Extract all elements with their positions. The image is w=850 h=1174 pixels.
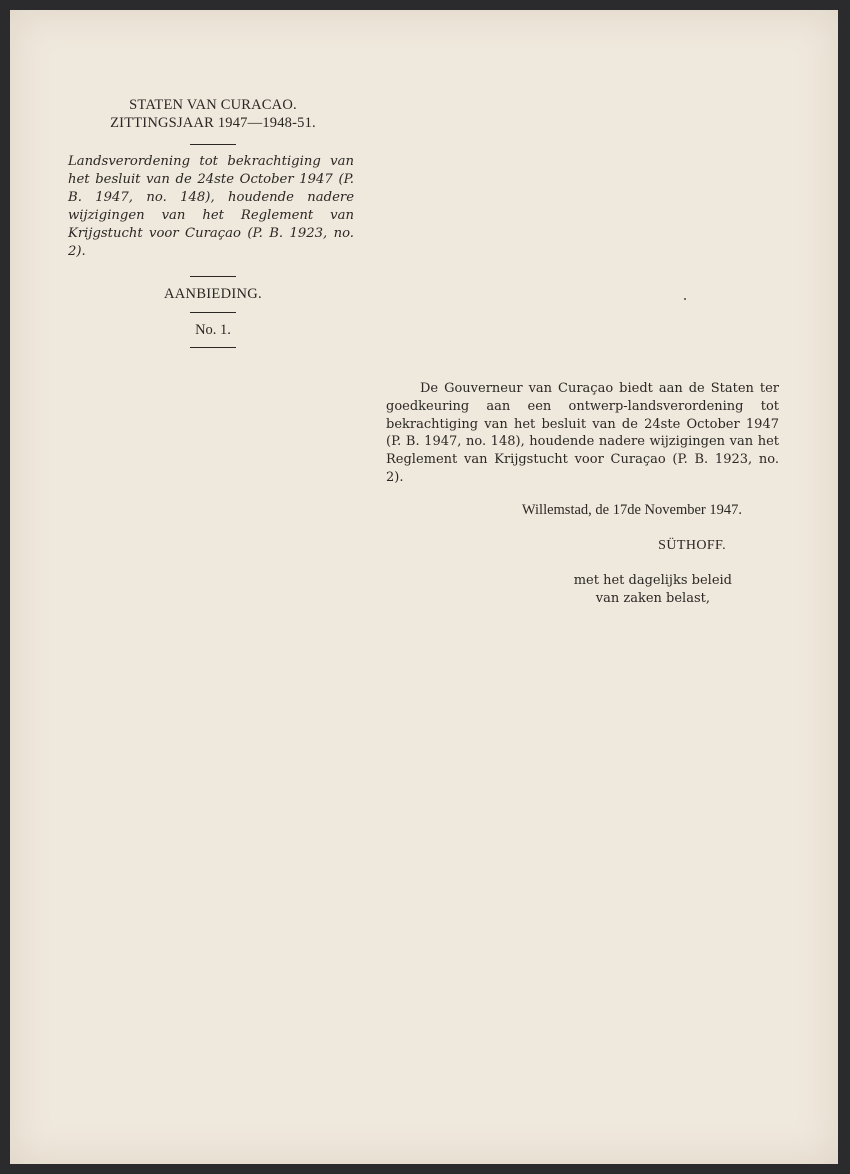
divider — [190, 347, 236, 348]
signatory: SÜTHOFF. — [658, 538, 726, 553]
section-title: AANBIEDING. — [164, 286, 262, 302]
document-page — [10, 10, 838, 1164]
signatory-role — [574, 572, 732, 608]
divider — [190, 276, 236, 277]
document-number: No. 1. — [195, 322, 231, 338]
role-line-2: van zaken belast, — [595, 591, 710, 606]
place-date: Willemstad, de 17de November 1947. — [521, 502, 742, 518]
document-header — [68, 96, 358, 145]
divider — [190, 144, 236, 145]
header-session: ZITTINGSJAAR 1947—1948-51. — [110, 115, 316, 131]
body-paragraph: De Gouverneur van Curaçao biedt aan de Staten ter goedkeuring aan een ontwerp-landsverordening tot bekrachtiging van het besluit van de 24ste October 1947 (P. B. 1947, no. 148), houdende nadere wijzigingen van het Reglement van Krijgstucht voor Curaçao (P. B. 1923, no. 2). — [386, 381, 779, 485]
subject-title: Landsverordening tot bekrachtiging van het besluit van de 24ste October 1947 (P. B. 1947, no. 148), houdende nadere wijzigingen van het Reglement van Krijgstucht voor Curaçao (P. B. 1923, no. 2). — [68, 154, 354, 259]
header-title: STATEN VAN CURACAO. — [129, 97, 297, 113]
role-line-1: met het dagelijks beleid — [573, 573, 732, 588]
divider — [190, 312, 236, 313]
paper-speck — [684, 298, 686, 300]
